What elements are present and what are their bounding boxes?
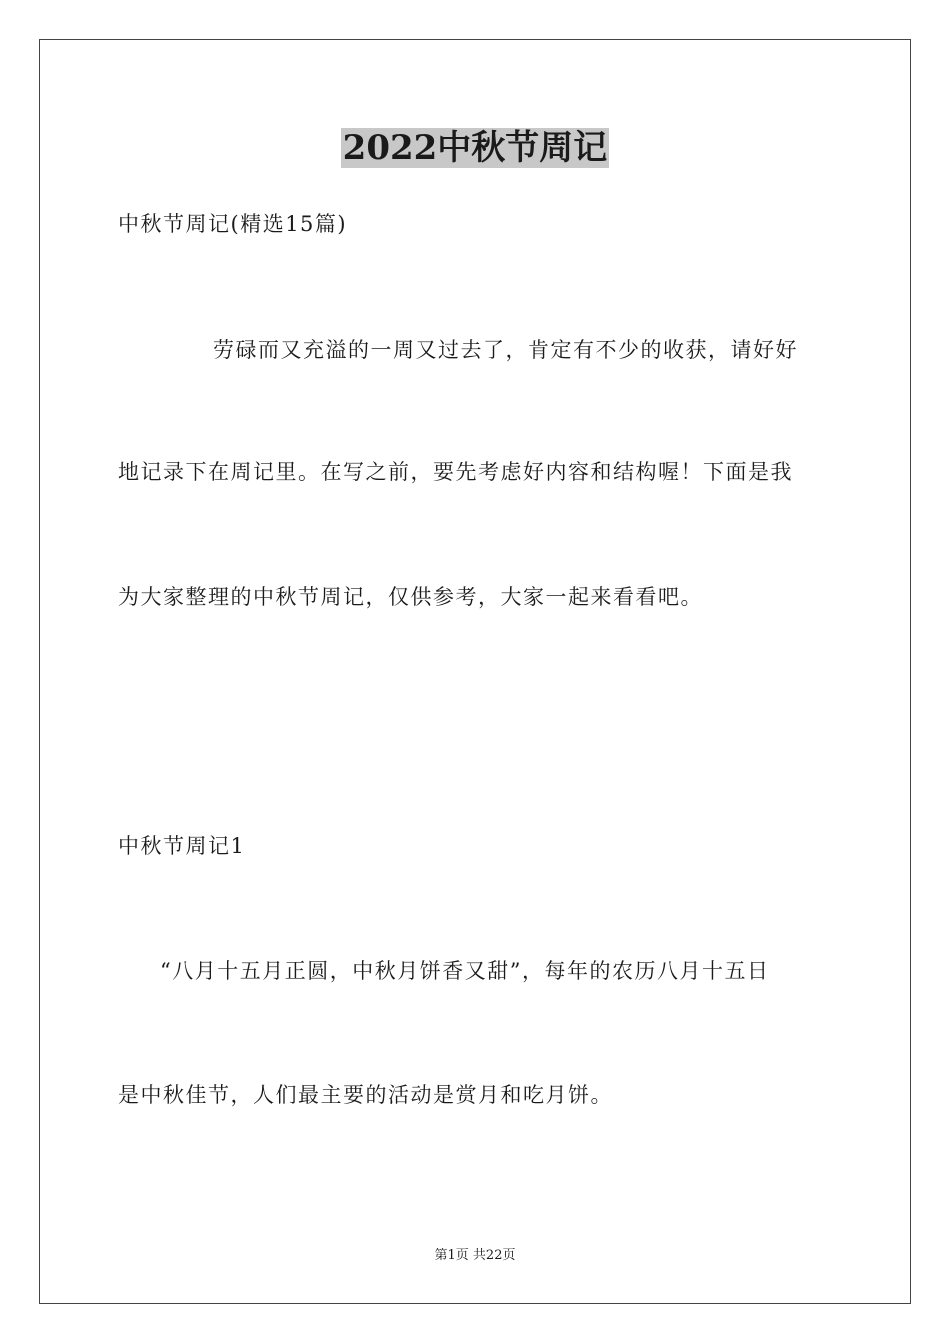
body-line-1: “八月十五月正圆，中秋月饼香又甜”，每年的农历八月十五日 [160,959,770,983]
section-heading: 中秋节周记1 [118,834,246,858]
document-title [0,126,950,170]
document-subtitle: 中秋节周记(精选15篇) [118,212,348,236]
page-footer: 第1页 共22页 [434,1248,516,1263]
intro-line-1: 劳碌而又充溢的一周又过去了，肯定有不少的收获，请好好 [213,338,798,362]
intro-line-2: 地记录下在周记里。在写之前，要先考虑好内容和结构喔！下面是我 [118,460,793,484]
document-title-text: 2022中秋节周记 [342,128,608,168]
body-line-2: 是中秋佳节，人们最主要的活动是赏月和吃月饼。 [118,1083,613,1107]
intro-line-3: 为大家整理的中秋节周记，仅供参考，大家一起来看看吧。 [118,585,703,609]
